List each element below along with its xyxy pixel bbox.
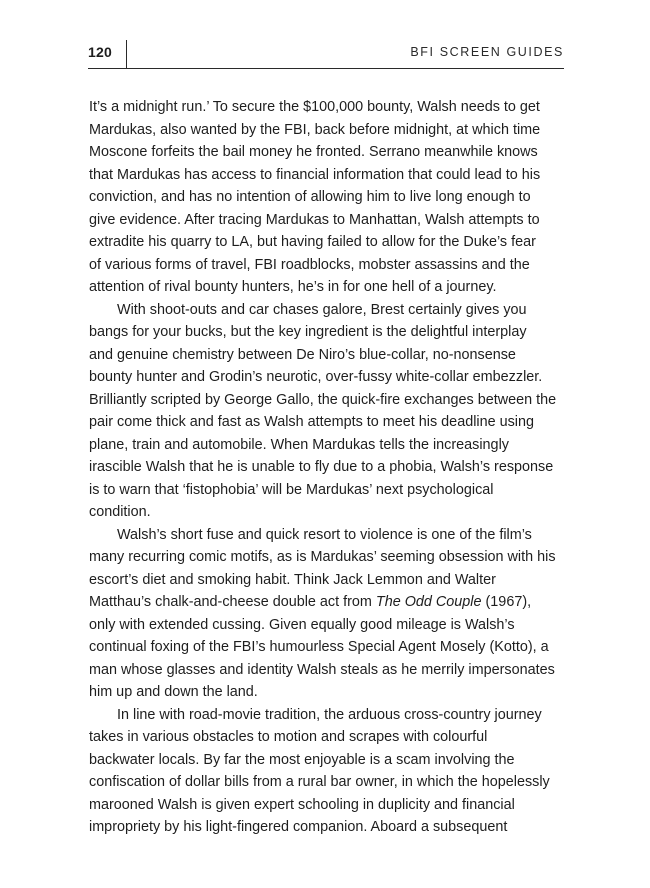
text-line: takes in various obstacles to motion and scrapes with colourful	[89, 729, 488, 745]
text-line: extradite his quarry to LA, but having failed to allow for the Duke’s fear	[89, 234, 536, 250]
text-line: Mardukas, also wanted by the FBI, back before midnight, at which time	[89, 121, 541, 138]
line-text-after-title: (1967),	[481, 594, 532, 610]
paragraph-4	[89, 704, 567, 839]
text-line: many recurring comic motifs, as is Mardukas’ seeming obsession with his	[89, 549, 556, 565]
text-line: bangs for your bucks, but the key ingredient is the delightful interplay	[89, 324, 527, 340]
text-line: is to warn that ‘fistophobia’ will be Mardukas’ next psychological	[89, 481, 494, 498]
text-line: and genuine chemistry between De Niro’s blue-collar, no-nonsense	[89, 346, 516, 363]
running-title: BFI SCREEN GUIDES	[410, 45, 564, 59]
text-line: Brilliantly scripted by George Gallo, the quick-fire exchanges between the	[89, 391, 557, 408]
text-line: Moscone forfeits the bail money he fronted. Serrano meanwhile knows	[89, 144, 538, 160]
text-line: irascible Walsh that he is unable to fly due to a phobia, Walsh’s response	[89, 459, 554, 475]
text-line: With shoot-outs and car chases galore, Brest certainly gives you	[117, 301, 527, 318]
text-line: impropriety by his light-fingered companion. Aboard a subsequent	[89, 819, 508, 835]
text-line: continual foxing of the FBI’s humourless Special Agent Mosely (Kotto), a	[89, 639, 549, 655]
text-line: backwater locals. By far the most enjoyable is a scam involving the	[89, 751, 515, 768]
text-line: confiscation of dollar bills from a rural bar owner, in which the hopelessly	[89, 774, 550, 790]
text-line: bounty hunter and Grodin’s neurotic, over-fussy white-collar embezzler.	[89, 369, 543, 385]
text-line: only with extended cussing. Given equally good mileage is Walsh’s	[89, 616, 515, 633]
text-line: pair come thick and fast as Walsh attempts to meet his deadline using	[89, 414, 534, 430]
text-line: attention of rival bounty hunters, he’s in for one hell of a journey.	[89, 279, 497, 295]
line-text-before-title: Matthau’s chalk-and-cheese double act from	[89, 594, 376, 610]
header-divider	[126, 40, 127, 68]
text-line: Walsh’s short fuse and quick resort to violence is one of the film’s	[117, 526, 532, 543]
text-line	[89, 591, 567, 614]
text-line: of various forms of travel, FBI roadblocks, mobster assassins and the	[89, 256, 530, 273]
text-line: It’s a midnight run.’ To secure the $100,000 bounty, Walsh needs to get	[89, 99, 540, 115]
paragraph-2	[89, 299, 567, 524]
page-header	[88, 40, 564, 69]
text-line: give evidence. After tracing Mardukas to Manhattan, Walsh attempts to	[89, 211, 540, 228]
text-line: marooned Walsh is given expert schooling in duplicity and financial	[89, 796, 515, 813]
paragraph-3	[89, 524, 567, 704]
paragraph-1	[89, 96, 567, 299]
film-title: The Odd Couple	[375, 594, 482, 610]
text-line: plane, train and automobile. When Mardukas tells the increasingly	[89, 436, 509, 453]
text-line: condition.	[89, 504, 151, 520]
text-line: In line with road-movie tradition, the arduous cross-country journey	[117, 706, 542, 723]
text-line: escort’s diet and smoking habit. Think Jack Lemmon and Walter	[89, 571, 496, 588]
body-text	[89, 96, 567, 839]
text-line: that Mardukas has access to financial information that could lead to his	[89, 166, 541, 183]
text-line: man whose glasses and identity Walsh steals as he merrily impersonates	[89, 661, 555, 678]
text-line: conviction, and has no intention of allowing him to live long enough to	[89, 189, 531, 205]
text-line: him up and down the land.	[89, 684, 258, 700]
page-number: 120	[88, 44, 112, 60]
